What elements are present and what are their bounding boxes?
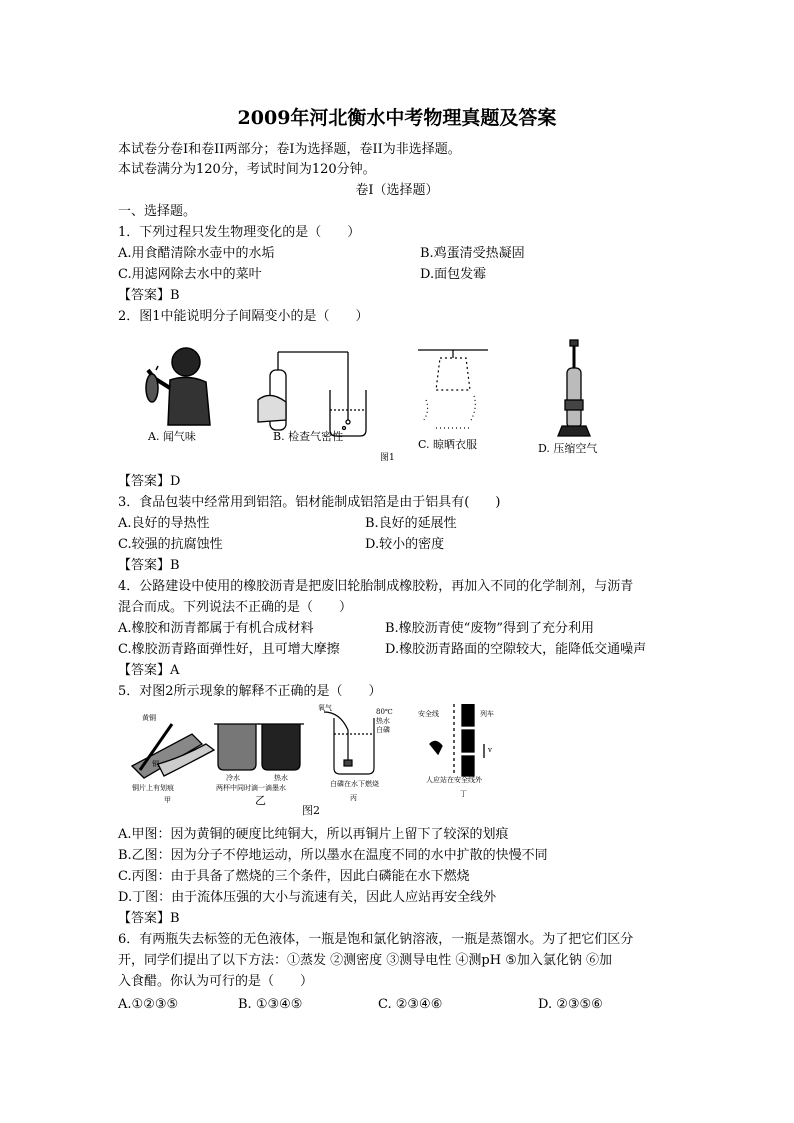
fig2-bing-label-phosphorus: 白磷 [376, 726, 390, 734]
fig1-caption-b: B. 检查气密性 [273, 430, 344, 443]
q1-option-c: C.用滤网除去水中的菜叶 [118, 267, 262, 282]
q4-stem-line-1: 4．公路建设中使用的橡胶沥青是把废旧轮胎制成橡胶粉，再加入不同的化学制剂，与沥青 [118, 579, 634, 594]
q1-option-a: A.用食醋清除水壶中的水垢 [118, 246, 275, 261]
fig2-bing-label-temp: 80℃ [376, 708, 393, 716]
q1-answer: 【答案】B [118, 288, 180, 303]
q1-option-d: D.面包发霉 [420, 267, 487, 282]
page-title: 2009年河北衡水中考物理真题及答案 [237, 107, 557, 129]
q2-stem: 2．图1中能说明分子间隔变小的是（ ） [118, 309, 369, 324]
fig1-label: 图1 [380, 453, 395, 463]
fig2-bing-letter: 丙 [350, 794, 357, 802]
q4-option-a: A.橡胶和沥青都属于有机合成材料 [118, 621, 314, 636]
part-heading: 一、选择题。 [118, 204, 197, 219]
q3-option-b: B.良好的延展性 [365, 516, 457, 531]
q5-option-c: C.丙图：由于具备了燃烧的三个条件，因此白磷能在水下燃烧 [118, 869, 470, 884]
fig2-yi-label-hot: 热水 [274, 774, 288, 782]
q3-option-d: D.较小的密度 [365, 537, 445, 552]
q5-stem: 5．对图2所示现象的解释不正确的是（ ） [118, 684, 382, 699]
q5-answer: 【答案】B [118, 911, 180, 926]
fig2-ding-letter: 丁 [460, 790, 467, 798]
figure-2 [118, 704, 538, 822]
intro-line-2: 本试卷满分为120分，考试时间为120分钟。 [118, 162, 376, 177]
fig2-ding-label-train: 列车 [480, 710, 494, 718]
q5-option-d: D.丁图：由于流体压强的大小与流速有关，因此人应站再安全线外 [118, 890, 497, 905]
fig2-bing-caption: 白磷在水下燃烧 [330, 780, 379, 788]
q6-option-b: B. ①③④⑤ [238, 997, 303, 1012]
fig2-yi-label-cold: 冷水 [226, 774, 240, 782]
figure-1 [118, 330, 638, 470]
fig1-caption-d: D. 压缩空气 [538, 442, 598, 455]
fig2-jia-caption: 铜片上有划痕 [132, 784, 174, 792]
q6-option-d: D. ②③⑤⑥ [538, 997, 603, 1012]
fig2-bing-label-hotwater: 热水 [376, 717, 390, 725]
fig2-bing-label-oxygen: 氧气 [318, 704, 332, 712]
q2-answer: 【答案】D [118, 474, 181, 489]
fig1-b-airtightness-setup [258, 352, 366, 436]
q4-option-b: B.橡胶沥青使“废物”得到了充分利用 [385, 621, 594, 636]
intro-line-1: 本试卷分卷I和卷II两部分；卷I为选择题，卷II为非选择题。 [118, 142, 461, 157]
q3-option-a: A.良好的导热性 [118, 516, 210, 531]
q5-option-b: B.乙图：因为分子不停地运动，所以墨水在温度不同的水中扩散的快慢不同 [118, 848, 548, 863]
q6-option-c: C. ②③④⑥ [378, 997, 443, 1012]
q4-option-c: C.橡胶沥青路面弹性好，且可增大摩擦 [118, 642, 340, 657]
q4-stem-line-2: 混合而成。下列说法不正确的是（ ） [118, 600, 353, 615]
fig2-bing-phosphorus [324, 712, 374, 774]
fig2-jia-label-copper: 铜 [152, 760, 159, 768]
fig2-label: 图2 [302, 804, 320, 817]
fig2-jia-scratch [132, 724, 214, 778]
fig2-ding-label-v: v [488, 746, 492, 754]
q5-option-a: A.甲图：因为黄铜的硬度比纯铜大，所以再铜片上留下了较深的划痕 [118, 827, 509, 842]
fig2-ding-caption: 人应站在安全线外 [426, 776, 482, 784]
fig2-yi-beakers [214, 724, 304, 770]
q3-stem: 3．食品包装中经常用到铝箔。铝材能制成铝箔是由于铝具有( ) [118, 495, 501, 510]
q6-stem-line-3: 入食醋。你认为可行的是（ ） [118, 974, 314, 989]
q4-answer: 【答案】A [118, 663, 180, 678]
fig2-ding-label-safety: 安全线 [418, 710, 439, 718]
section-title: 卷I（选择题） [355, 183, 439, 198]
fig1-a-person-smelling [146, 348, 210, 425]
q3-option-c: C.较强的抗腐蚀性 [118, 537, 223, 552]
q4-option-d: D.橡胶沥青路面的空隙较大，能降低交通噪声 [385, 642, 647, 657]
q1-option-b: B.鸡蛋清受热凝固 [420, 246, 525, 261]
figure-2-drawing [118, 704, 538, 822]
fig1-caption-a: A. 闻气味 [148, 430, 196, 443]
q6-stem-line-2: 开，同学们提出了以下方法：①蒸发 ②测密度 ③测导电性 ④测pH ⑤加入氯化钠 ⑥加 [118, 953, 612, 968]
fig2-jia-letter: 甲 [164, 796, 171, 804]
q6-stem-line-1: 6．有两瓶失去标签的无色液体，一瓶是饱和氯化钠溶液，一瓶是蒸馏水。为了把它们区分 [118, 932, 634, 947]
fig1-d-syringe [558, 340, 590, 436]
fig2-jia-label-brass: 黄铜 [142, 714, 156, 722]
fig1-c-clothes-line [418, 350, 488, 428]
q1-stem: 1．下列过程只发生物理变化的是（ ） [118, 225, 361, 240]
q6-option-a: A.①②③⑤ [118, 997, 179, 1012]
fig2-yi-caption: 两杯中同时滴一滴墨水 [216, 784, 286, 792]
fig1-caption-c: C. 晾晒衣服 [418, 438, 478, 451]
q3-answer: 【答案】B [118, 558, 180, 573]
fig2-yi-letter: 乙 [255, 794, 266, 807]
